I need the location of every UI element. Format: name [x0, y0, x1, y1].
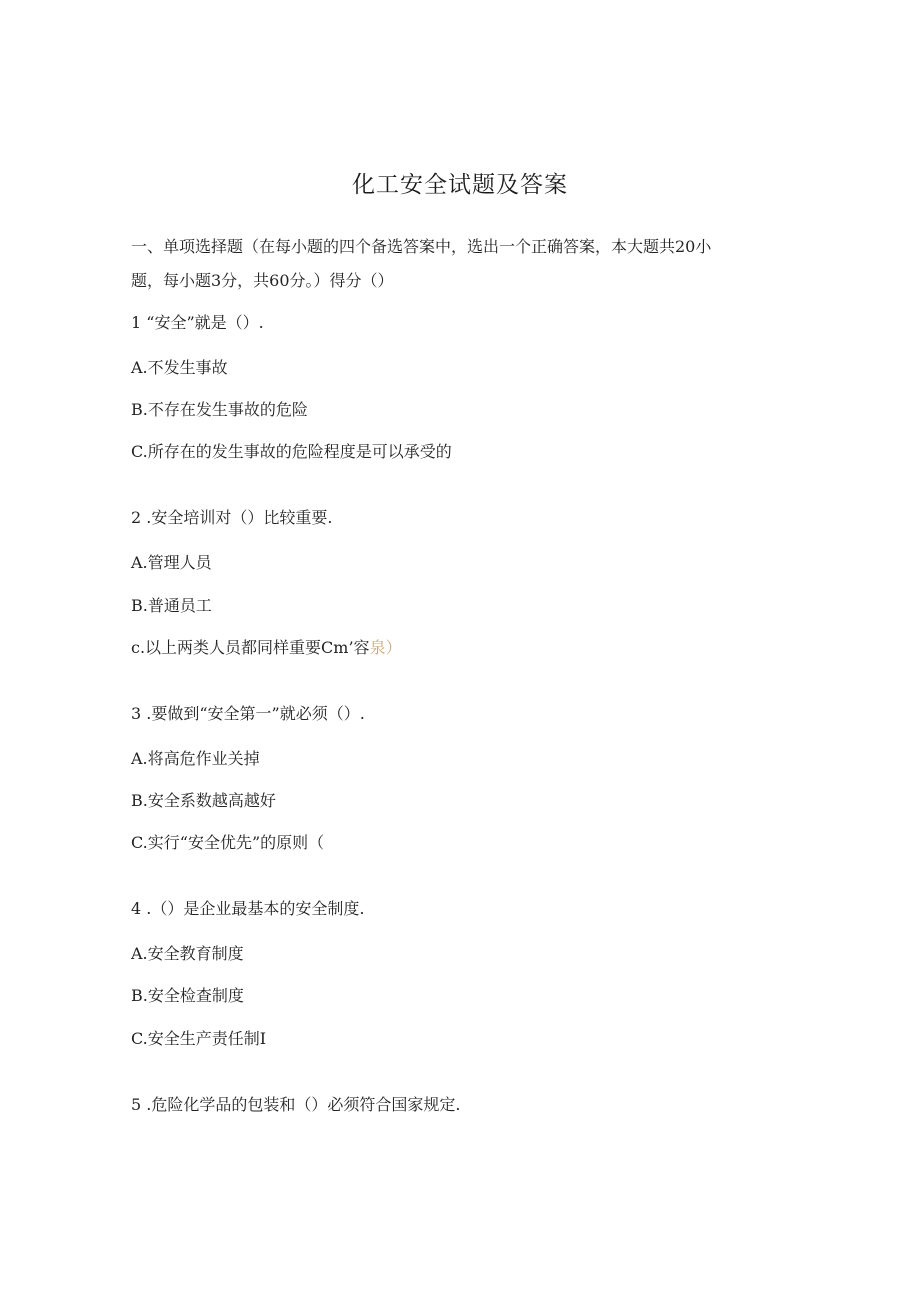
question-3-option-b: B.安全系数越高越好 — [131, 791, 276, 810]
question-4-option-c: C.安全生产责任制I — [131, 1029, 267, 1048]
question-1-option-a: A.不发生事故 — [131, 358, 228, 377]
question-2-option-b: B.普通员工 — [131, 596, 212, 615]
question-2-option-a: A.管理人员 — [131, 553, 212, 572]
section-intro-line-1: 一、单项选择题（在每小题的四个备选答案中，选出一个正确答案，本大题共20小 — [131, 237, 712, 256]
question-4-option-a: A.安全教育制度 — [131, 944, 244, 963]
page-title: 化工安全试题及答案 — [352, 172, 568, 198]
question-3-option-c: C.实行“安全优先”的原则（ — [131, 833, 325, 852]
question-3-stem: 3 .要做到“安全第一”就必须（）. — [131, 704, 365, 723]
question-2-option-c-faded-text: 泉） — [369, 638, 402, 657]
question-4-option-b: B.安全检查制度 — [131, 986, 244, 1005]
question-3-option-a: A.将高危作业关掉 — [131, 749, 260, 768]
question-4-stem: 4 .（）是企业最基本的安全制度. — [131, 899, 365, 918]
question-1-option-c: C.所存在的发生事故的危险程度是可以承受的 — [131, 442, 452, 461]
question-1-option-b: B.不存在发生事故的危险 — [131, 400, 308, 419]
question-2-option-c — [131, 638, 402, 658]
section-intro-line-2: 题，每小题3分，共60分。）得分（） — [131, 271, 394, 290]
question-1-stem: 1 “安全”就是（）. — [131, 313, 264, 332]
question-2-option-c-text: c.以上两类人员都同样重要Cm’容 — [131, 638, 370, 657]
question-5-stem: 5 .危险化学品的包装和（）必须符合国家规定. — [131, 1095, 461, 1114]
question-2-stem: 2 .安全培训对（）比较重要. — [131, 508, 333, 527]
